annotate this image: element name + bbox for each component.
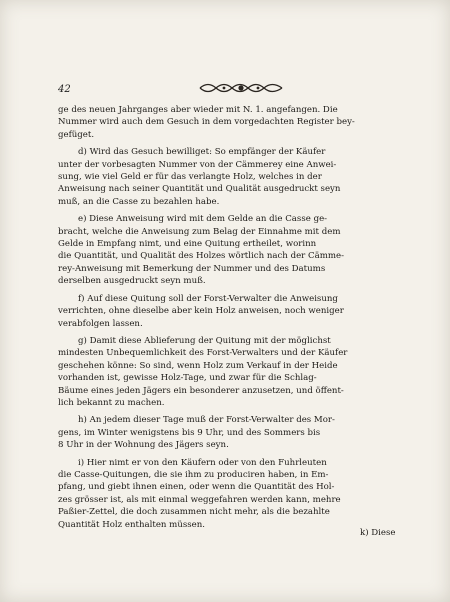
text-line: ge des neuen Jahrganges aber wieder mit N. 1. angefangen. Die	[58, 105, 338, 115]
paragraph	[58, 457, 394, 531]
text-line: lich bekannt zu machen.	[58, 397, 165, 408]
text-line: vorhanden ist, gewisse Holz-Tage, und zwar für die Schlag-	[58, 373, 317, 384]
text-line: derselben ausgedruckt seyn muß.	[58, 276, 206, 287]
text-line: f) Auf diese Quitung soll der Forst-Verwalter die Anweisung	[78, 293, 338, 304]
page-number: 42	[58, 84, 71, 95]
text-line: rey-Anweisung mit Bemerkung der Nummer und des Datums	[58, 263, 326, 274]
text-line: e) Diese Anweisung wird mit dem Gelde an die Casse ge-	[78, 214, 328, 225]
text-line: Anweisung nach seiner Quantität und Qualität ausgedruckt seyn	[58, 184, 341, 195]
text-line: bracht, welche die Anweisung zum Belag der Einnahme mit dem	[58, 226, 341, 237]
text-line: g) Damit diese Ablieferung der Quitung mit der möglichst	[78, 335, 331, 346]
text-line: mindesten Unbequemlichkeit des Forst-Verwalters und der Käufer	[58, 348, 348, 359]
text-line: verabfolgen lassen.	[58, 318, 143, 329]
text-line: die Casse-Quitungen, die sie ihm zu produciren haben, in Em-	[58, 469, 329, 480]
text-line: Quantität Holz enthalten müssen.	[58, 519, 206, 530]
paragraph	[58, 414, 394, 451]
text-line: gens, im Winter wenigstens bis 9 Uhr, und des Sommers bis	[58, 427, 321, 438]
body-text	[58, 104, 394, 536]
text-line: unter der vorbesagten Nummer von der Cämmerey eine Anwei-	[58, 159, 337, 170]
text-line: Gelde in Empfang nimt, und eine Quitung ertheilet, worinn	[58, 239, 317, 250]
paragraph	[58, 335, 394, 409]
paragraph	[58, 213, 394, 287]
text-line: Nummer wird auch dem Gesuch in dem vorgedachten Register bey-	[58, 117, 355, 128]
text-line: sung, wie viel Geld er für das verlangte Holz, welches in der	[58, 172, 322, 183]
text-line: zes grösser ist, als mit einmal weggefahren werden kann, mehre	[58, 494, 341, 505]
text-line: 8 Uhr in der Wohnung des Jägers seyn.	[58, 440, 229, 451]
catchword: k) Diese	[360, 528, 396, 538]
ornamental-header-icon	[198, 80, 284, 96]
text-line: geschehen könne: So sind, wenn Holz zum Verkauf in der Heide	[58, 360, 338, 371]
text-line: Paßier-Zettel, die doch zusammen nicht mehr, als die bezahlte	[58, 507, 330, 518]
text-line: Bäume eines jeden Jägers ein besonderer anzusetzen, und öffent-	[58, 385, 344, 396]
paragraph	[58, 104, 394, 141]
text-line: i) Hier nimt er von den Käufern oder von den Fuhrleuten	[78, 457, 327, 468]
paragraph	[58, 293, 394, 330]
text-line: pfang, und giebt ihnen einen, oder wenn die Quantität des Hol-	[58, 482, 335, 493]
text-line: verrichten, ohne dieselbe aber kein Holz anweisen, noch weniger	[58, 306, 344, 317]
text-line: muß, an die Casse zu bezahlen habe.	[58, 196, 220, 207]
paragraph	[58, 146, 394, 208]
text-line: h) An jedem dieser Tage muß der Forst-Verwalter des Mor-	[78, 415, 335, 426]
text-line: d) Wird das Gesuch bewilliget: So empfänger der Käufer	[78, 147, 326, 158]
text-line: gefüget.	[58, 129, 95, 140]
text-line: die Quantität, und Qualität des Holzes wörtlich nach der Cämme-	[58, 251, 344, 262]
